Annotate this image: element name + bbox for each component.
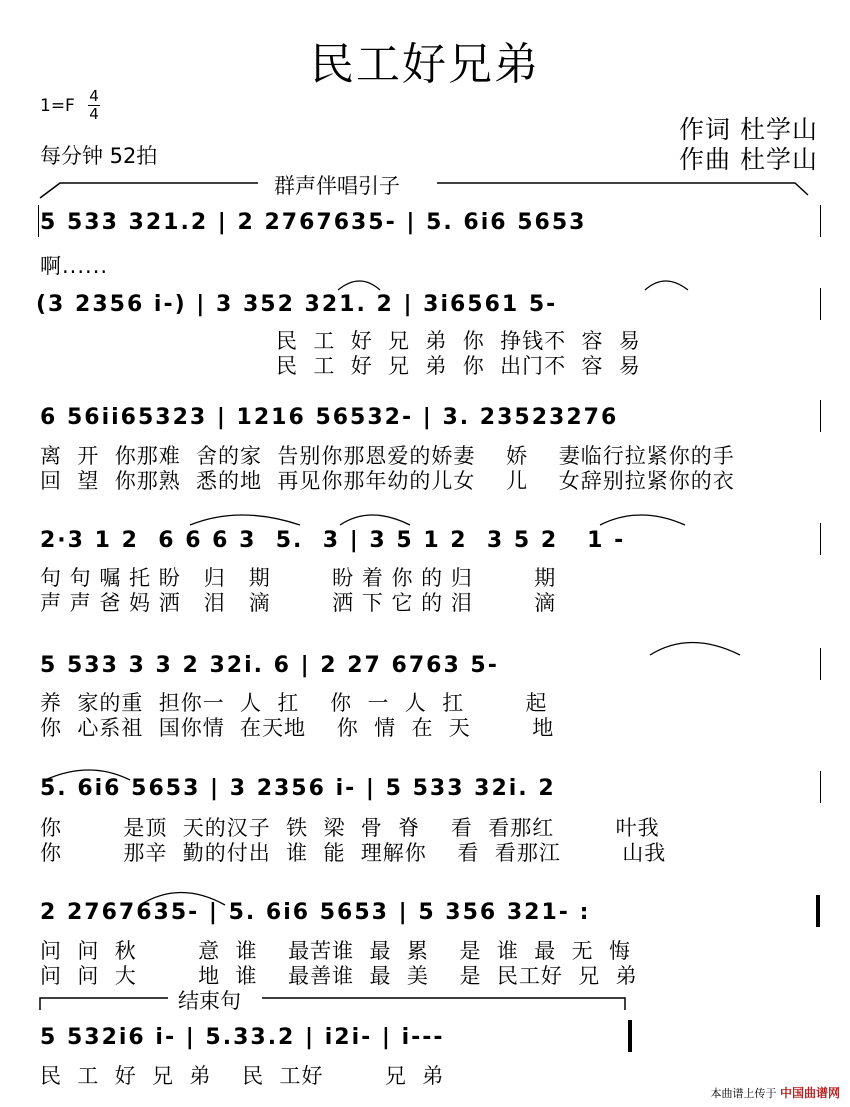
barline bbox=[820, 205, 821, 237]
music-row-3: 6 56ii65323 | 1216 56532- | 3. 23523276 bbox=[40, 405, 619, 430]
lyric-row-2-verse-2: 民 工 好 兄 弟 你 出门不 容 易 bbox=[276, 354, 641, 378]
repeat-end-barline bbox=[816, 895, 820, 927]
lyric-row-2-verse-1: 民 工 好 兄 弟 你 挣钱不 容 易 bbox=[276, 329, 641, 353]
lyric-row-4-verse-2: 声 声 爸 妈 洒 泪 滴 洒 下 它 的 泪 滴 bbox=[40, 591, 557, 615]
music-row-8: 5 532i6 i- | 5.33.2 | i2i- | i--- bbox=[40, 1025, 445, 1050]
time-signature-top: 4 bbox=[89, 87, 99, 105]
lyric-row-8: 民 工 好 兄 弟 民 工好 兄 弟 bbox=[40, 1064, 445, 1088]
lyric-row-5-verse-2: 你 心系祖 国你情 在天地 你 情 在 天 地 bbox=[40, 716, 555, 740]
lyric-row-5-verse-1: 养 家的重 担你一 人 扛 你 一 人 扛 起 bbox=[40, 691, 548, 715]
lyric-row-7-verse-1: 问 问 秋 意 谁 最苦谁 最 累 是 谁 最 无 悔 bbox=[40, 939, 631, 963]
barline bbox=[820, 771, 821, 803]
lyric-row-7-verse-2: 问 问 大 地 谁 最善谁 最 美 是 民工好 兄 弟 bbox=[40, 964, 638, 988]
final-barline bbox=[628, 1020, 632, 1052]
music-row-1: 5 533 321.2 | 2 2767635- | 5. 6i6 5653 bbox=[40, 210, 587, 235]
barline bbox=[820, 648, 821, 680]
lyric-row-6-verse-1: 你 是顶 天的汉子 铁 梁 骨 脊 看 看那红 叶我 bbox=[40, 816, 660, 840]
music-row-7: 2 2767635- | 5. 6i6 5653 | 5 356 321- : bbox=[40, 900, 591, 925]
time-signature-bottom: 4 bbox=[89, 105, 99, 123]
music-row-4: 2·3 1 2 6 6 6 3 5. 3 | 3 5 1 2 3 5 2 1 - bbox=[40, 528, 626, 553]
ending-label: 结束句 bbox=[178, 989, 241, 1013]
key-signature: 1=F bbox=[40, 96, 75, 116]
intro-label: 群声伴唱引子 bbox=[274, 174, 400, 198]
barline bbox=[820, 400, 821, 432]
site-logo: 中国曲谱网 bbox=[779, 1086, 840, 1100]
barline bbox=[820, 523, 821, 555]
lyric-row-3-verse-1: 离 开 你那难 舍的家 告别你那恩爱的娇妻 娇 妻临行拉紧你的手 bbox=[40, 444, 735, 468]
tempo-marking: 每分钟 52拍 bbox=[40, 144, 158, 168]
composer-credit: 作曲 杜学山 bbox=[679, 145, 818, 174]
lyric-row-1: 啊...... bbox=[40, 254, 109, 278]
lyricist-credit: 作词 杜学山 bbox=[679, 115, 818, 144]
lyric-row-3-verse-2: 回 望 你那熟 悉的地 再见你那年幼的儿女 儿 女辞别拉紧你的衣 bbox=[40, 469, 735, 493]
lyric-row-4-verse-1: 句 句 嘱 托 盼 归 期 盼 着 你 的 归 期 bbox=[40, 566, 557, 590]
page-title: 民工好兄弟 bbox=[310, 39, 540, 90]
lyric-row-6-verse-2: 你 那辛 勤的付出 谁 能 理解你 看 看那江 山我 bbox=[40, 841, 667, 865]
footer-watermark bbox=[710, 1084, 840, 1101]
barline bbox=[820, 288, 821, 320]
music-row-2: (3 2356 i-) | 3 352 321. 2 | 3i6561 5- bbox=[36, 292, 558, 317]
footer-text: 本曲谱上传于 bbox=[710, 1087, 777, 1100]
barline bbox=[38, 205, 39, 237]
music-row-5: 5 533 3 3 2 32i. 6 | 2 27 6763 5- bbox=[40, 653, 499, 678]
music-row-6: 5. 6i6 5653 | 3 2356 i- | 5 533 32i. 2 bbox=[40, 776, 556, 801]
